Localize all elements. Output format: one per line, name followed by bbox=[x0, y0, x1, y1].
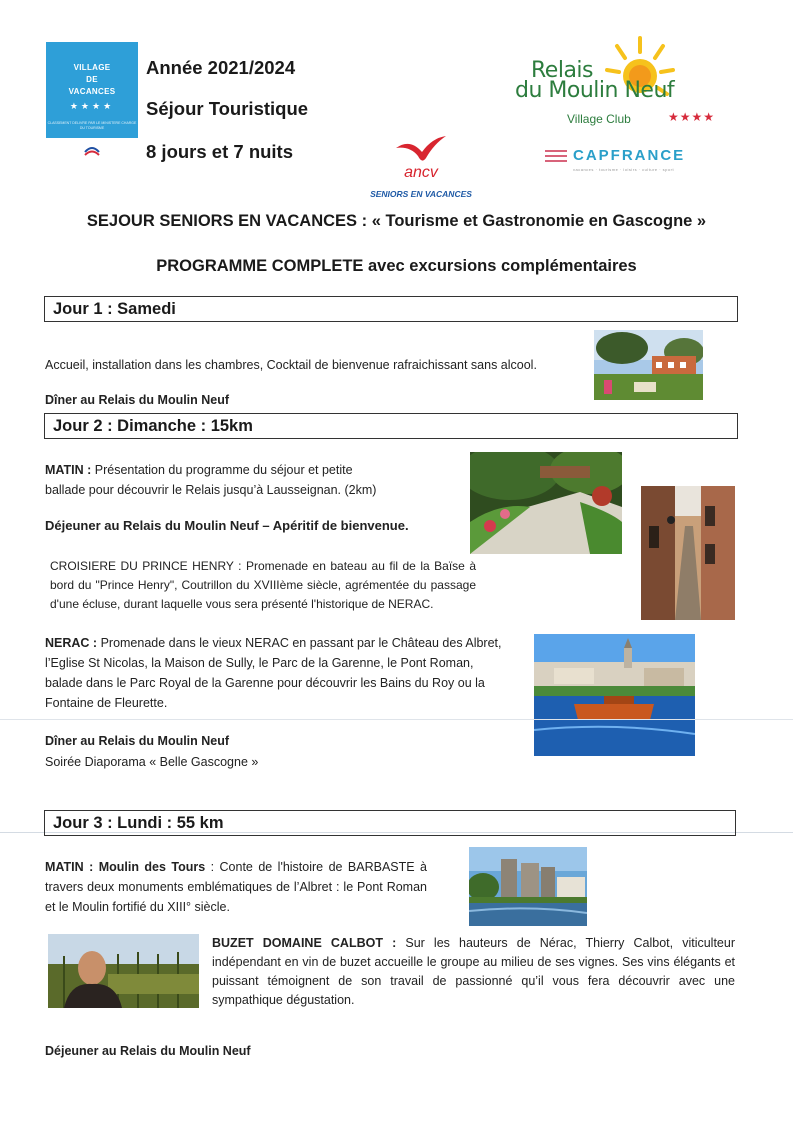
day3-buzet-label: BUZET DOMAINE CALBOT : bbox=[212, 936, 397, 950]
relais-moulin-neuf-logo bbox=[505, 36, 745, 136]
day1-text: Accueil, installation dans les chambres, Cocktail de bienvenue rafraichissant sans alcool. bbox=[45, 358, 537, 372]
day2-photo-street bbox=[641, 486, 735, 620]
day2-photo-nerac bbox=[534, 634, 695, 756]
day2-morning-text-1: Présentation du programme du séjour et petite bbox=[91, 463, 353, 477]
day3-morning-text: : Conte de l'histoire de BARBASTE à travers deux monuments emblématiques de l’Albret : le Pont Roman et le Moulin fortifié du XIII° siècle. bbox=[45, 860, 427, 914]
day2-cruise-label: CROISIERE DU PRINCE HENRY bbox=[50, 559, 234, 573]
day2-nerac bbox=[45, 633, 525, 713]
day1-photo-relais bbox=[594, 330, 703, 400]
day3-lunch: Déjeuner au Relais du Moulin Neuf bbox=[45, 1044, 251, 1058]
day2-morning-label: MATIN : bbox=[45, 463, 92, 477]
tricolor-logo-icon bbox=[82, 142, 102, 162]
day3-photo-winemaker bbox=[48, 934, 199, 1008]
day2-nerac-label: NERAC : bbox=[45, 636, 98, 650]
day3-buzet bbox=[212, 934, 735, 1010]
day2-nerac-line-3: balade dans le Parc Royal de la Garenne pour découvrir les Bains du Roy ou la bbox=[45, 676, 485, 690]
day3-photo-moulin bbox=[469, 847, 587, 926]
badge-fine-print: CLASSEMENT DELIVRE PAR LE MINISTERE CHARGE DU TOURISME bbox=[47, 121, 137, 130]
stay-title: SEJOUR SENIORS EN VACANCES : « Tourisme et Gastronomie en Gascogne » bbox=[86, 212, 707, 230]
header-year: Année 2021/2024 bbox=[146, 57, 296, 78]
badge-line-1: VILLAGE bbox=[73, 63, 111, 72]
day2-morning-text-2: ballade pour découvrir le Relais jusqu’à Lausseignan. (2km) bbox=[45, 483, 377, 497]
capfrance-name: CAPFRANCE bbox=[573, 147, 686, 164]
day2-cruise bbox=[50, 557, 476, 614]
day2-morning bbox=[45, 460, 465, 500]
badge-stars: ★★★★ bbox=[69, 101, 115, 111]
day2-cruise-text: : Promenade en bateau au fil de la Baïse à bord du "Prince Henry", Coutrillon du XVIIIème siècle, agrémentée du passage d'une écluse, durant laquelle vous sera présenté l'historique de NERAC. bbox=[50, 559, 476, 611]
relais-logo-line-1: Relais bbox=[531, 58, 594, 83]
ancv-name: ancv bbox=[404, 164, 438, 181]
day1-dinner: Dîner au Relais du Moulin Neuf bbox=[45, 393, 230, 407]
header-stay-type: Séjour Touristique bbox=[146, 98, 309, 119]
day3-heading: Jour 3 : Lundi : 55 km bbox=[44, 810, 736, 836]
header-duration: 8 jours et 7 nuits bbox=[146, 141, 294, 162]
day3-morning bbox=[45, 857, 427, 917]
ancv-subtitle: SENIORS EN VACANCES bbox=[370, 189, 472, 199]
day2-photo-garden bbox=[470, 452, 622, 554]
ancv-logo bbox=[366, 130, 476, 204]
day3-buzet-text: Sur les hauteurs de Nérac, Thierry Calbot, viticulteur indépendant en vin de buzet accueille le groupe au milieu de ses vignes. Ses vins élégants et puissant témoignent de son travail de passionné qu’il vous fera découvrir avec une sympathique dégustation. bbox=[212, 936, 735, 1007]
program-title: PROGRAMME COMPLETE avec excursions complémentaires bbox=[156, 257, 637, 275]
capfrance-tagline: vacances · tourisme · loisirs · culture · sport bbox=[573, 167, 675, 172]
day2-dinner: Dîner au Relais du Moulin Neuf bbox=[45, 734, 230, 748]
relais-logo-stars: ★★★★ bbox=[668, 110, 716, 124]
relais-logo-line-3: Village Club bbox=[567, 112, 631, 126]
day1-heading: Jour 1 : Samedi bbox=[44, 296, 738, 322]
badge-line-3: VACANCES bbox=[68, 87, 116, 96]
day2-nerac-line-1: Promenade dans le vieux NERAC en passant par le Château des Albret, bbox=[97, 636, 502, 650]
scan-artifact-line bbox=[0, 719, 793, 720]
badge-line-2: DE bbox=[86, 75, 98, 84]
bird-icon bbox=[394, 134, 448, 168]
day2-lunch: Déjeuner au Relais du Moulin Neuf – Apéritif de bienvenue. bbox=[45, 518, 409, 533]
capfrance-bars-icon bbox=[545, 150, 567, 165]
day2-nerac-line-2: l’Eglise St Nicolas, la Maison de Sully, le Parc de la Garenne, le Pont Roman, bbox=[45, 656, 474, 670]
day2-nerac-line-4: Fontaine de Fleurette. bbox=[45, 696, 168, 710]
capfrance-logo bbox=[545, 147, 735, 177]
day2-heading: Jour 2 : Dimanche : 15km bbox=[44, 413, 738, 439]
day3-morning-label: MATIN : Moulin des Tours bbox=[45, 860, 206, 874]
relais-logo-line-2: du Moulin Neuf bbox=[515, 78, 675, 103]
day2-evening: Soirée Diaporama « Belle Gascogne » bbox=[45, 755, 259, 769]
village-vacances-badge bbox=[46, 42, 138, 138]
